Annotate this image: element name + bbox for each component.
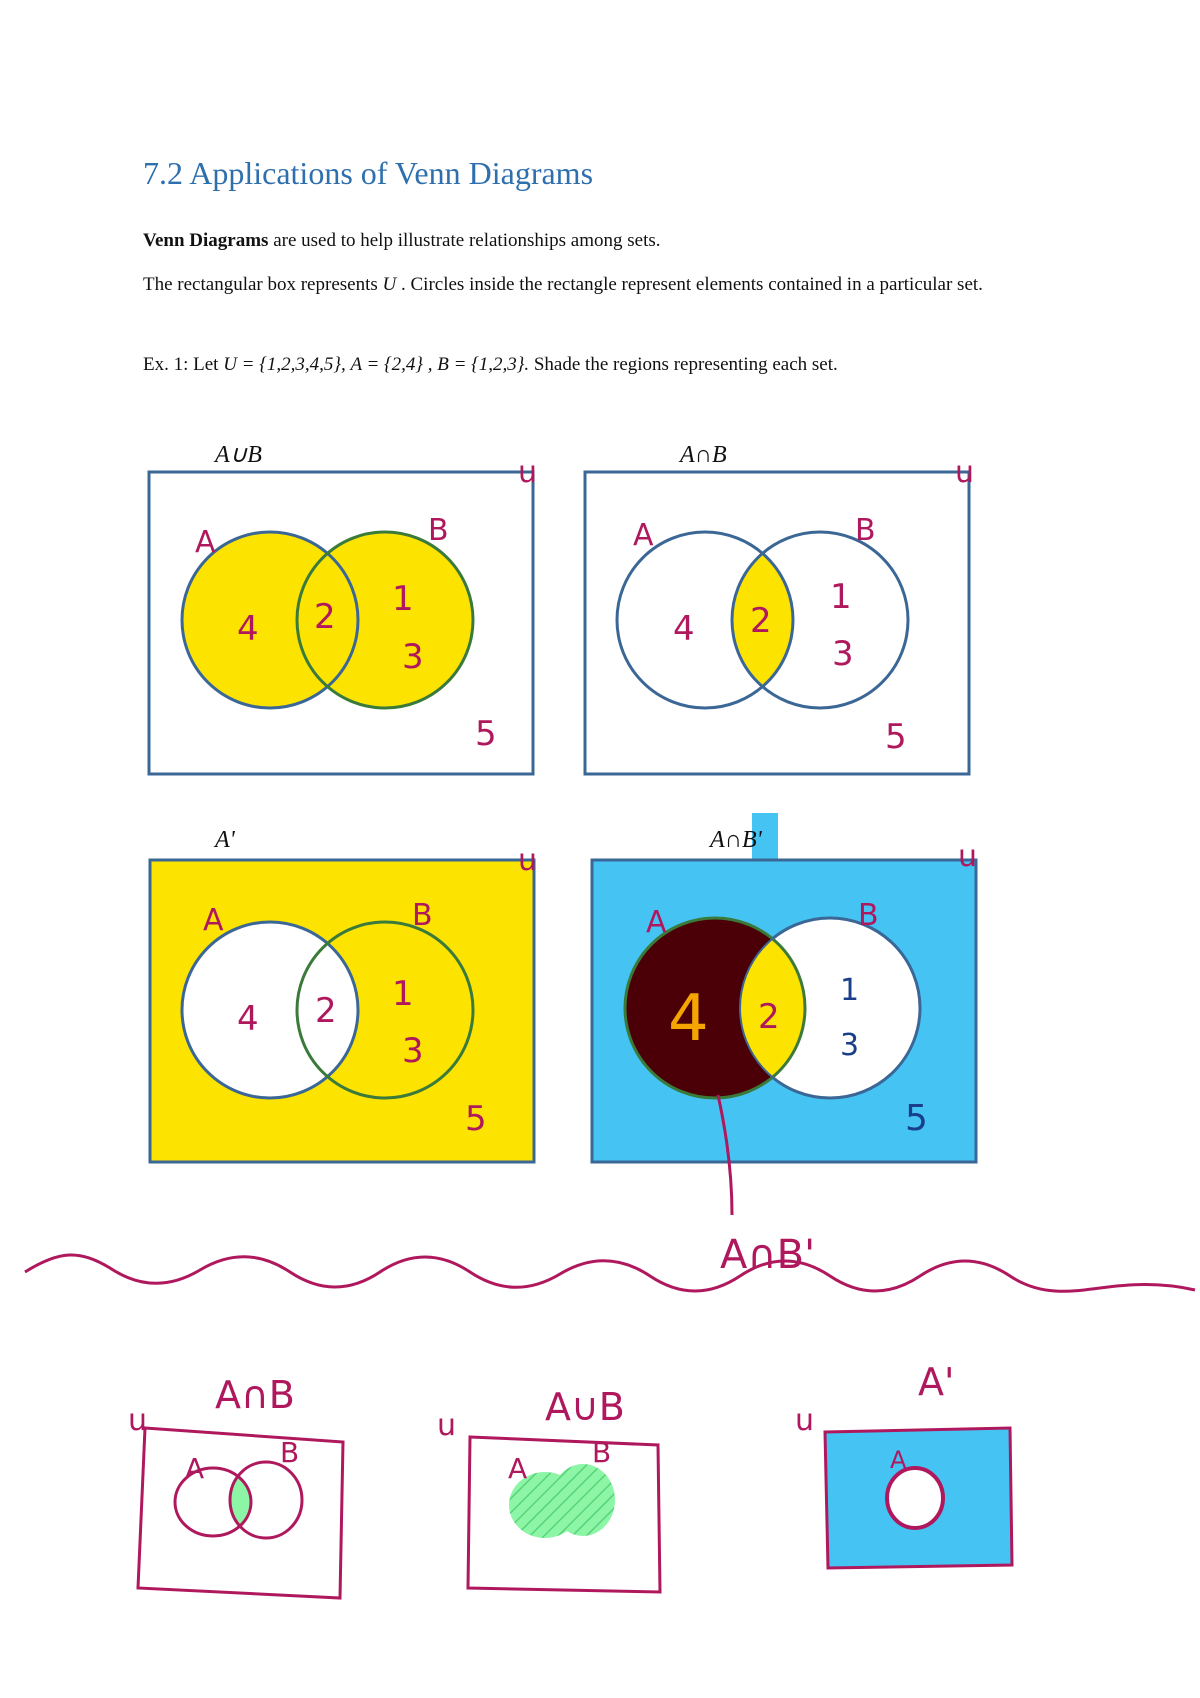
circle-a-letter: A: [185, 1452, 205, 1485]
region-a-only: 4: [237, 999, 259, 1039]
diagram-union: [149, 442, 537, 774]
region-outside: 5: [905, 1098, 928, 1139]
region-outside: 5: [885, 717, 907, 757]
circle-b-letter: B: [428, 513, 449, 548]
circle-b-fill: [551, 1464, 615, 1536]
annotation-label: A∩B': [720, 1232, 816, 1278]
circle-a-letter: A: [646, 905, 667, 940]
circle-a-letter: A: [195, 525, 216, 560]
sketch-intersection: [128, 1373, 343, 1598]
circle-b-letter: B: [855, 513, 876, 548]
region-b-only-2: 3: [402, 637, 424, 677]
wavy-divider: [25, 1255, 1195, 1291]
region-b-only-2: 3: [832, 634, 854, 674]
region-b-only-1: 1: [392, 974, 414, 1014]
circle-a-letter: A: [890, 1446, 907, 1474]
intro-text: are used to help illustrate relationships among sets.: [268, 230, 661, 251]
region-both: 2: [758, 997, 780, 1037]
sketch-label: A': [918, 1360, 955, 1404]
diagram-a-minus-b: [592, 813, 977, 1162]
a-definition: A = {2,4} ,: [350, 354, 433, 375]
region-outside: 5: [475, 714, 497, 754]
circle-b-letter: B: [412, 898, 433, 933]
rect-desc-part1: The rectangular box represents: [143, 274, 383, 295]
universe-letter: u: [518, 455, 538, 490]
sketch-union: [437, 1385, 660, 1592]
diagram-label: A∩B: [680, 442, 727, 468]
sketch-label: A∪B: [545, 1385, 625, 1429]
region-b-only-2: 3: [840, 1028, 860, 1063]
sketch-label: A∩B: [215, 1373, 295, 1417]
page-title: 7.2 Applications of Venn Diagrams: [143, 155, 594, 191]
diagram-label: A': [215, 827, 235, 853]
region-b-only-2: 3: [402, 1031, 424, 1071]
region-both: 2: [314, 597, 336, 637]
rect-desc-part2: . Circles inside the rectangle represent elements contained in a particular set.: [396, 274, 983, 295]
sketch-complement: [795, 1360, 1012, 1568]
diagram-label: A∪B: [215, 442, 262, 468]
universe-letter: u: [518, 843, 538, 878]
region-a-only: 4: [237, 609, 259, 649]
region-outside: 5: [465, 1099, 487, 1139]
universe-letter: u: [955, 455, 975, 490]
circle-a: [887, 1468, 943, 1528]
circle-b-letter: B: [280, 1436, 300, 1469]
diagram-label: A∩B': [710, 827, 762, 853]
circle-a-letter: A: [633, 518, 654, 553]
diagram-intersection: [585, 442, 974, 774]
region-a-only: 4: [673, 609, 695, 649]
region-a-only: 4: [668, 982, 709, 1056]
example-instruction: Shade the regions representing each set.: [529, 354, 838, 375]
circle-a-letter: A: [203, 903, 224, 938]
u-definition: U = {1,2,3,4,5},: [223, 354, 346, 375]
universe-letter: u: [437, 1408, 457, 1443]
b-definition: B = {1,2,3}.: [437, 354, 530, 375]
diagram-complement-a: [150, 827, 537, 1162]
venn-term: Venn Diagrams: [143, 230, 269, 251]
region-b-only-1: 1: [840, 973, 860, 1008]
u-symbol: U: [382, 274, 397, 295]
region-b-only-1: 1: [392, 579, 414, 619]
region-both: 2: [750, 601, 772, 641]
universe-letter: u: [958, 839, 978, 874]
region-both: 2: [315, 991, 337, 1031]
region-b-only-1: 1: [830, 577, 852, 617]
circle-b-letter: B: [858, 898, 879, 933]
example-prefix: Ex. 1: Let: [143, 354, 224, 375]
universe-letter: u: [795, 1403, 815, 1438]
universe-letter: u: [128, 1403, 148, 1438]
circle-b-letter: B: [592, 1436, 612, 1469]
circle-a-letter: A: [508, 1452, 528, 1485]
